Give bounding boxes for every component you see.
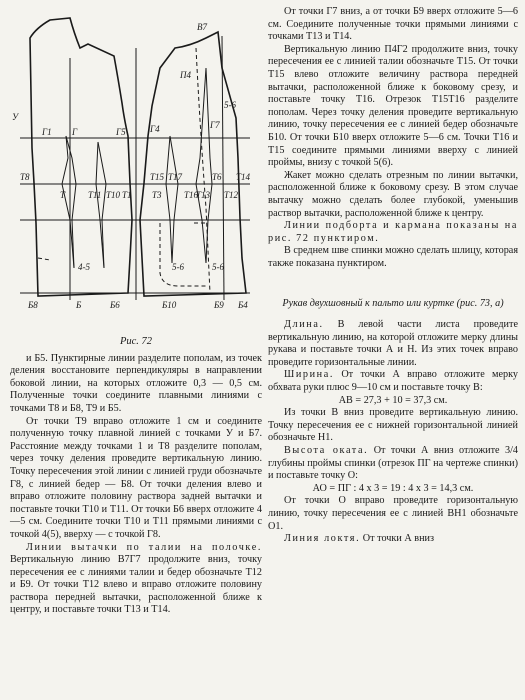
label-5-6-a: 5-6 (172, 262, 184, 272)
label-t14: Т14 (236, 172, 251, 182)
label-g1: Г1 (42, 127, 52, 137)
figure-caption: Рис. 72 (119, 336, 153, 347)
pattern-drawing (10, 8, 262, 318)
paragraph (268, 533, 518, 546)
paragraph-text: Вертикальную линию В7Г7 продолжите вниз, точку пересечения ее с линиями талии и бедер обозначьте Т12 и Б9. От точки Т12 влево и вправо отложите половину раствора передней вытачки, расположенной ближе к центру, и поставьте точки Т13 и Т14. (10, 554, 262, 616)
paragraph (268, 445, 518, 483)
paragraph: От точки Т9 вправо отложите 1 см и соедините полученную точку плавной линией с точками У и Б7. Расстояние между точками 1 и Т8 разделите пополам, через точку деления проведите вертикальную линию. Точку пересечения этой линии с линией груди обозначьте Г8, с линией бедер — Б8. От точки деления влево и вправо отложите половину раствора задней вытачки и поставьте точки Т10 и Т11. От точки Б6 вверх отложите 4—5 см. Соедините точки Т10 и Т11 прямыми линиями с точкой 4(5), вверху — с точкой Г8. (10, 415, 262, 540)
subheading: Линии вытачки по талии на полочке. (26, 541, 262, 553)
label-5-6-b: 5-6 (212, 262, 224, 272)
paragraph: Жакет можно сделать отрезным по линии вытачки, расположенной ближе к боковому срезу. В этом случае вытачку можно сделать более глубокой, уменьшив раствор вытачки, расположенной ближе к центру. (268, 169, 518, 219)
term-label: Длина. (284, 319, 324, 331)
label-t10: Т10 (106, 190, 121, 200)
paragraph (10, 542, 262, 618)
label-t17: Т17 (168, 172, 183, 182)
paragraph: Из точки В вниз проведите вертикальную линию. Точку пересечения ее с нижней горизонтальной линией обозначьте Н1. (268, 407, 518, 444)
paragraph: и Б5. Пунктирные линии разделите пополам, из точек деления восстановите перпендикуляры в направлении боковой линии, на которых отложите 0,3 — 0,5 см. Полученные точки соедините плавными линиями с точками Т8 и Б8, Т9 и Б5. (10, 352, 262, 414)
label-t12: Т12 (224, 190, 239, 200)
label-t6: Т6 (212, 172, 222, 182)
label-t13: Т13 (196, 190, 211, 200)
label-g4: Г4 (150, 124, 160, 134)
label-t1: Т1 (122, 190, 132, 200)
label-g5: Г5 (116, 127, 126, 137)
label-y: У (12, 112, 19, 122)
formula: АО = ПГ : 4 х 3 = 19 : 4 х 3 = 14,3 см. (312, 482, 474, 494)
paragraph-text: От точки А вправо отложите мерку обхвата руки плюс 9—10 см и поставьте точку В: (268, 369, 518, 394)
paragraph-text: В левой части листа проведите вертикальную линию, на которой отложите мерку длины рукава и поставьте точки А и Н. Из этих точек вправо проведите горизонтальные линии. (268, 319, 518, 368)
label-t16: Т16 (184, 190, 199, 200)
label-t3: Т3 (152, 190, 162, 200)
right-column (268, 6, 518, 546)
paragraph (268, 319, 518, 369)
label-b6: Б6 (110, 300, 120, 310)
label-t11: Т11 (88, 190, 102, 200)
paragraph: Вертикальную линию П4Г2 продолжите вниз, точку пересечения ее с линией талии обозначьте Т15. От точки Т15 влево отложите величину раствора передней вытачки, расположенной ближе к боковому срезу, и поставьте точку Т16. Отрезок Т15Т16 разделите пополам. Через точку деления проведите вертикальную линию, точку пересечения ее с линией бедер обозначьте Б10. От точки Б10 вверх отложите 5—6 см. Точки Т16 и Т15 соедините прямыми линиями вверху с линией проймы, внизу с точкой 5(6). (268, 43, 518, 169)
label-g: Г (72, 127, 78, 137)
left-column (10, 0, 262, 617)
paragraph: От точки Г7 вниз, а от точки Б9 вверх отложите 5—6 см. Соедините полученные точки прямыми линиями с точками Т13 и Т14. (268, 6, 518, 43)
paragraph: В среднем шве спинки можно сделать шлицу, которая также показана пунктиром. (268, 245, 518, 269)
paragraph: От точки О вправо проведите горизонтальную линию, точку пересечения ее с линией ВН1 обозначьте О1. (268, 495, 518, 532)
label-t8: Т8 (20, 172, 30, 182)
paragraph-text: От точки А вниз (362, 533, 435, 545)
paragraph (268, 369, 518, 394)
label-4-5: 4-5 (78, 262, 90, 272)
label-p4: П4 (180, 70, 191, 80)
label-b10: Б10 (162, 300, 177, 310)
section-heading: Рукав двухшовный к пальто или куртке (рис. 73, а) (282, 298, 504, 310)
formula: АВ = 27,3 + 10 = 37,3 см. (338, 394, 448, 406)
label-t15: Т15 (150, 172, 165, 182)
label-b4: Б4 (238, 300, 248, 310)
paragraph-text: От точки А вниз отложите 3/4 глубины проймы спинки (отрезок ПГ на чертеже спинки) и поставьте точку О: (268, 445, 519, 482)
pattern-figure (10, 0, 262, 336)
label-b7: В7 (197, 22, 207, 32)
label-b9: Б9 (214, 300, 224, 310)
term-label: Ширина. (284, 369, 334, 381)
term-label: Линия локтя. (284, 533, 361, 545)
label-5-6-c: 5-6 (224, 100, 236, 110)
label-t: Т (60, 190, 66, 200)
label-b: Б (76, 300, 82, 310)
paragraph: Линии подборта и кармана показаны на рис. 72 пунктиром. (268, 220, 518, 244)
label-b8: Б8 (28, 300, 38, 310)
term-label: Высота оката. (284, 445, 369, 456)
label-g7: Г7 (210, 120, 220, 130)
